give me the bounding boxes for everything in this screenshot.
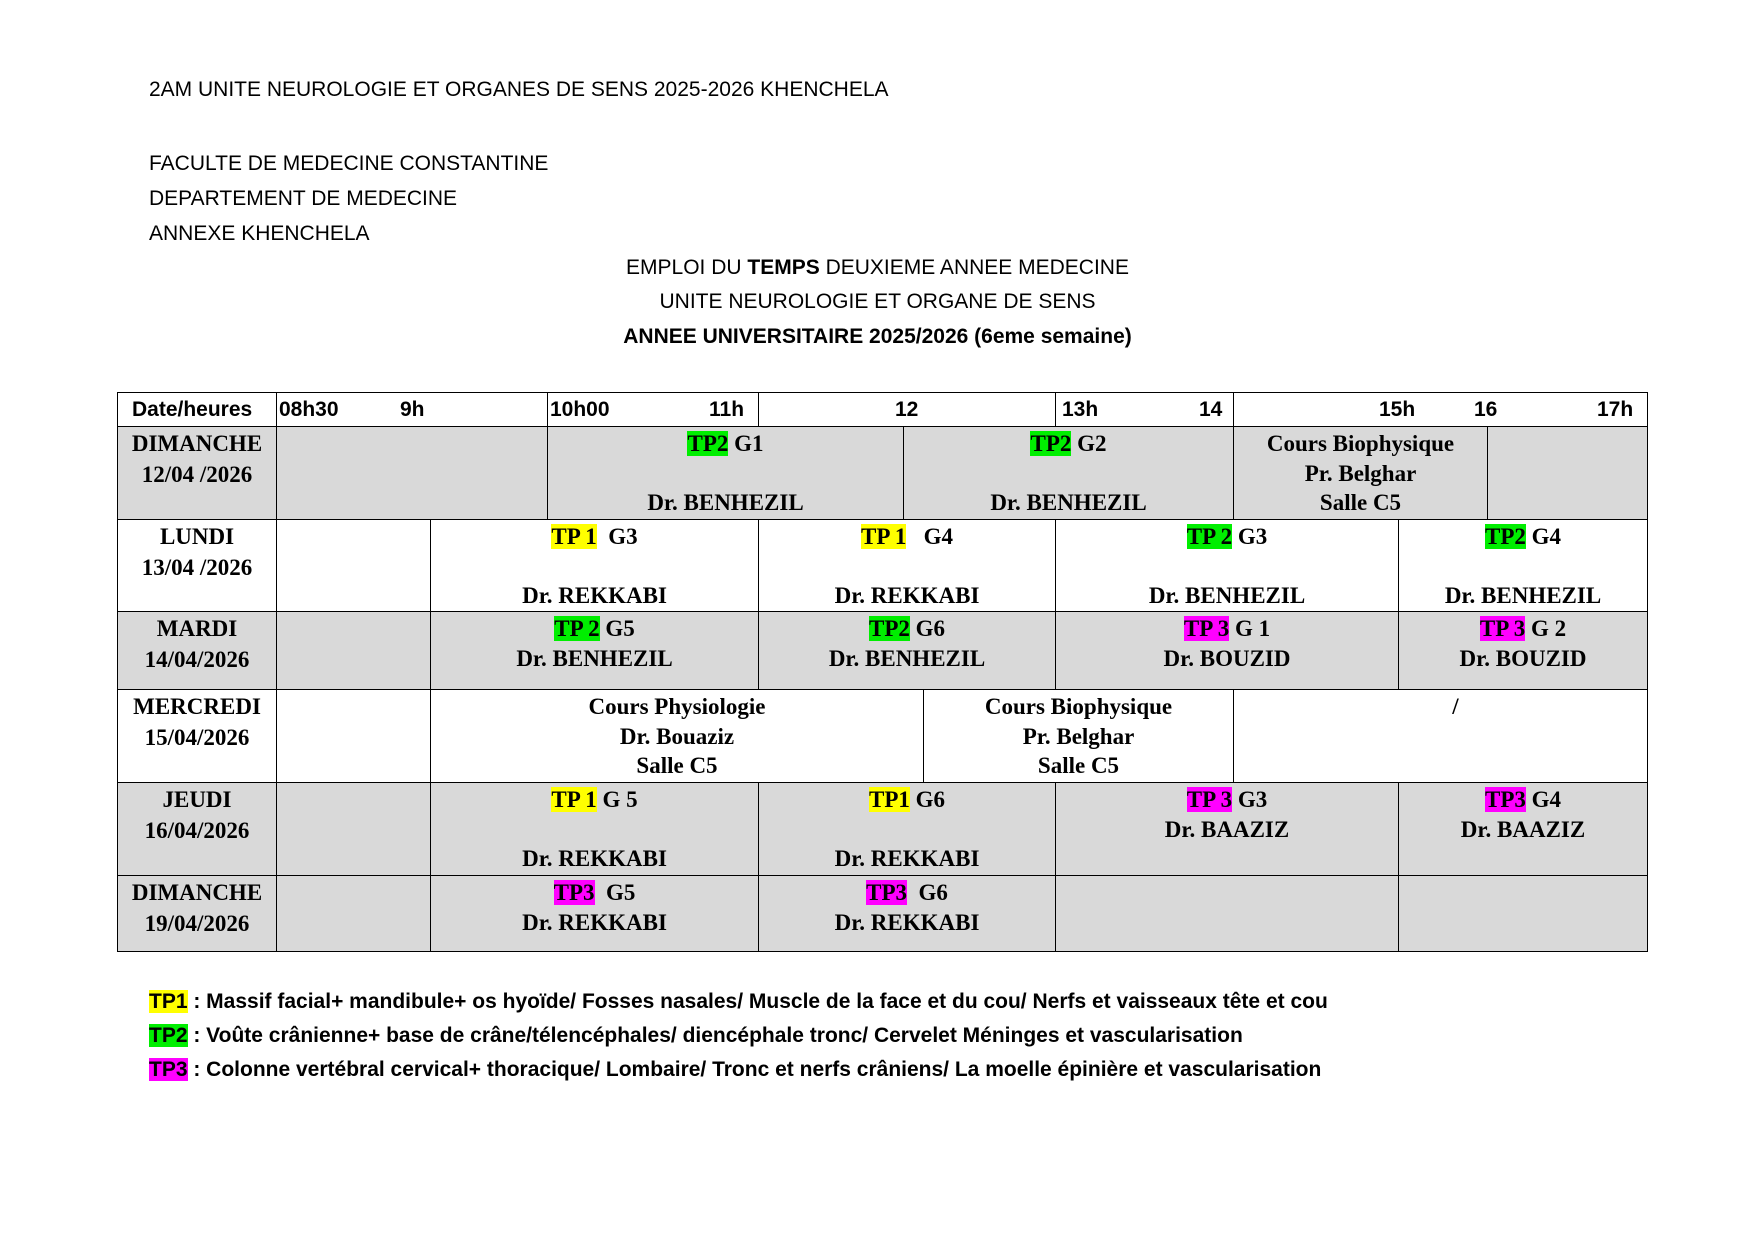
time-label: 17h [1597, 398, 1634, 421]
document-heading: 2AM UNITE NEUROLOGIE ET ORGANES DE SENS 2025-2026 KHENCHELA [149, 78, 889, 101]
tp-badge: TP2 [687, 431, 729, 456]
group-label: G1 [728, 431, 764, 456]
legend-key: TP2 [149, 1024, 188, 1047]
header-corner [117, 392, 277, 427]
group-label: G5 [594, 880, 636, 905]
session-cell [548, 427, 904, 520]
teacher-name: Dr. BOUZID [1163, 646, 1291, 671]
day-date: 14/04/2026 [144, 647, 250, 672]
day-cell [117, 783, 277, 876]
tp-badge: TP 3 [1479, 616, 1526, 641]
group-label: G 5 [596, 787, 638, 812]
day-name: DIMANCHE [131, 431, 263, 456]
session-cell [1399, 783, 1648, 876]
tp-badge: TP 1 [551, 524, 597, 549]
title-part: EMPLOI DU [626, 256, 748, 279]
day-date: 12/04 /2026 [141, 462, 253, 487]
tp-badge: TP2 [1484, 524, 1526, 549]
empty-slot [277, 520, 431, 612]
group-label: G6 [909, 616, 946, 641]
day-name: JEUDI [162, 787, 232, 812]
teacher-name: Dr. BENHEZIL [516, 646, 673, 671]
day-name: MARDI [156, 616, 238, 641]
group-label: G5 [599, 616, 635, 641]
course-title: Cours Biophysique [984, 694, 1173, 719]
session-cell [431, 876, 759, 952]
day-cell [117, 876, 277, 952]
group-label: G4 [1525, 787, 1562, 812]
day-date: 13/04 /2026 [141, 555, 253, 580]
teacher-name: Dr. REKKABI [834, 910, 980, 935]
session-cell [1056, 612, 1399, 690]
session-cell [904, 427, 1234, 520]
day-date: 19/04/2026 [144, 911, 250, 936]
tp-badge: TP2 [1030, 431, 1072, 456]
header-time-block [548, 392, 759, 427]
time-label: 9h [400, 398, 425, 421]
title-part: DEUXIEME ANNEE MEDECINE [819, 256, 1129, 279]
group-label: G2 [1071, 431, 1107, 456]
tp-badge: TP 3 [1183, 616, 1230, 641]
session-cell [1056, 520, 1399, 612]
legend-tp2 [149, 1023, 1243, 1049]
time-label: 16 [1474, 398, 1498, 421]
tp-badge: TP1 [868, 787, 910, 812]
time-label: 15h [1379, 398, 1416, 421]
day-name: DIMANCHE [131, 880, 263, 905]
tp-badge: TP3 [553, 880, 595, 905]
empty-slot [1399, 876, 1648, 952]
time-label: 10h00 [550, 398, 610, 421]
tp-badge: TP 3 [1186, 787, 1233, 812]
course-cell [1234, 427, 1488, 520]
teacher-name: Dr. BENHEZIL [1444, 583, 1602, 608]
teacher-name: Pr. Belghar [1022, 724, 1135, 749]
legend-text: : Colonne vertébral cervical+ thoracique/ Lombaire/ Tronc et nerfs crâniens/ La moelle épinière et vascularisation [187, 1058, 1322, 1081]
legend-key: TP3 [149, 1058, 188, 1081]
time-label: 14 [1199, 398, 1223, 421]
session-cell [759, 783, 1056, 876]
teacher-name: Dr. BENHEZIL [828, 646, 986, 671]
tp-badge: TP2 [868, 616, 910, 641]
session-cell [759, 876, 1056, 952]
group-label: G3 [1232, 524, 1268, 549]
teacher-name: Dr. BENHEZIL [647, 490, 804, 515]
teacher-name: Dr. REKKABI [834, 583, 980, 608]
header-time-block [1056, 392, 1234, 427]
day-date: 15/04/2026 [144, 725, 250, 750]
legend-text: : Voûte crânienne+ base de crâne/télencéphales/ diencéphale tronc/ Cervelet Méninges et vascularisation [187, 1024, 1243, 1047]
academic-year: ANNEE UNIVERSITAIRE 2025/2026 (6eme semaine) [623, 325, 1132, 348]
header-time-block [1234, 392, 1648, 427]
group-label: G4 [906, 524, 953, 549]
room-label: Salle C5 [636, 753, 718, 778]
time-label: 12 [895, 398, 919, 421]
title-bold-part: TEMPS [747, 256, 820, 279]
tp-badge: TP 1 [860, 524, 907, 549]
teacher-name: Dr. BENHEZIL [990, 490, 1147, 515]
time-label: 13h [1062, 398, 1099, 421]
room-label: Salle C5 [1319, 490, 1402, 515]
session-cell [1399, 612, 1648, 690]
teacher-name: Dr. BAAZIZ [1164, 817, 1290, 842]
group-label: G 2 [1525, 616, 1567, 641]
teacher-name: Dr. BENHEZIL [1148, 583, 1306, 608]
session-cell [431, 520, 759, 612]
header-time-block [759, 392, 1056, 427]
session-cell [759, 612, 1056, 690]
faculty-name: FACULTE DE MEDECINE CONSTANTINE [149, 152, 549, 175]
group-label: G6 [907, 880, 948, 905]
tp-badge: TP 2 [1186, 524, 1233, 549]
legend-key: TP1 [149, 990, 188, 1013]
teacher-name: Dr. BOUZID [1459, 646, 1587, 671]
teacher-name: Dr. REKKABI [522, 583, 667, 608]
day-name: LUNDI [159, 524, 235, 549]
day-date: 16/04/2026 [144, 818, 250, 843]
day-name: MERCREDI [133, 694, 261, 719]
header-time-block [277, 392, 548, 427]
course-cell [431, 690, 924, 783]
course-title: Cours Physiologie [588, 694, 766, 719]
tp-badge: TP3 [1484, 787, 1526, 812]
annex-name: ANNEXE KHENCHELA [149, 222, 370, 245]
teacher-name: Dr. REKKABI [522, 846, 667, 871]
tp-badge: TP3 [866, 880, 907, 905]
session-cell [431, 783, 759, 876]
session-cell [1399, 520, 1648, 612]
legend-text: : Massif facial+ mandibule+ os hyoïde/ Fosses nasales/ Muscle de la face et du cou/ Nerfs et vaisseaux tête et cou [187, 990, 1328, 1013]
course-cell [924, 690, 1234, 783]
corner-label: Date/heures [132, 398, 253, 421]
day-cell [117, 612, 277, 690]
empty-slot [1488, 427, 1648, 520]
slash-mark: / [1452, 694, 1459, 719]
legend-tp3 [149, 1057, 1321, 1083]
empty-slot [277, 690, 431, 783]
unit-title: UNITE NEUROLOGIE ET ORGANE DE SENS [659, 290, 1096, 313]
tp-badge: TP 2 [554, 616, 600, 641]
tp-badge: TP 1 [551, 787, 597, 812]
group-label: G3 [596, 524, 638, 549]
course-title: Cours Biophysique [1266, 431, 1455, 456]
teacher-name: Dr. REKKABI [522, 910, 667, 935]
day-cell [117, 427, 277, 520]
department-name: DEPARTEMENT DE MEDECINE [149, 187, 458, 210]
empty-slot [277, 427, 548, 520]
empty-slot [277, 783, 431, 876]
teacher-name: Pr. Belghar [1304, 461, 1417, 486]
empty-slot [277, 612, 431, 690]
time-label: 08h30 [279, 398, 339, 421]
group-label: G6 [909, 787, 946, 812]
schedule-title [0, 256, 1755, 280]
legend-tp1 [149, 989, 1328, 1015]
empty-slot [1234, 690, 1648, 783]
teacher-name: Dr. REKKABI [834, 846, 980, 871]
room-label: Salle C5 [1037, 753, 1120, 778]
group-label: G4 [1525, 524, 1562, 549]
session-cell [431, 612, 759, 690]
group-label: G3 [1232, 787, 1268, 812]
session-cell [1056, 783, 1399, 876]
day-cell [117, 690, 277, 783]
session-cell [759, 520, 1056, 612]
empty-slot [1056, 876, 1399, 952]
day-cell [117, 520, 277, 612]
teacher-name: Dr. Bouaziz [619, 724, 735, 749]
empty-slot [277, 876, 431, 952]
teacher-name: Dr. BAAZIZ [1460, 817, 1586, 842]
time-label: 11h [709, 398, 745, 421]
group-label: G 1 [1229, 616, 1271, 641]
